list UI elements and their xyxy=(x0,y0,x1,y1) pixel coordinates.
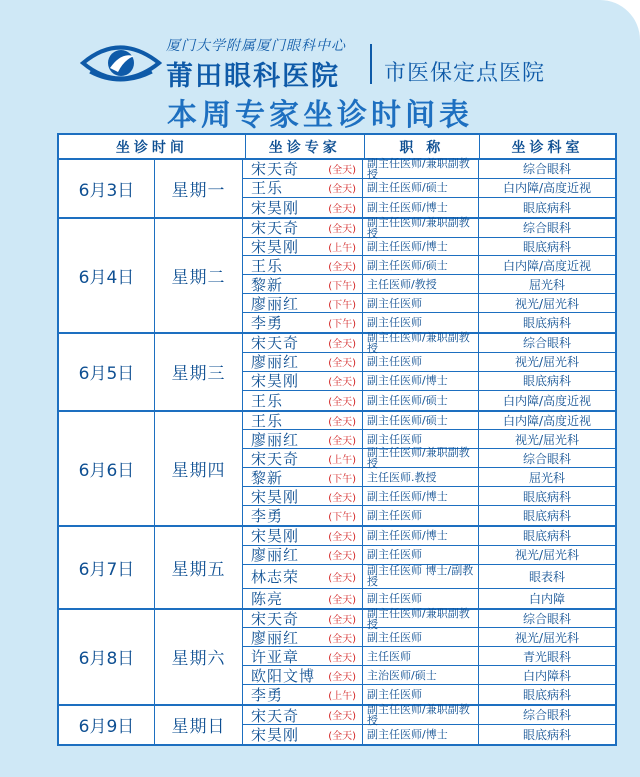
department: 屈光科 xyxy=(528,277,565,292)
session-time: (全天) xyxy=(328,492,356,504)
doctor-title: 副主任医师/博士 xyxy=(363,487,479,505)
department: 白内障/高度近视 xyxy=(502,258,592,273)
doctor-name: 李勇 xyxy=(251,314,284,333)
doctor-rows xyxy=(243,527,615,608)
table-row xyxy=(243,412,615,431)
doctor-cell xyxy=(243,294,363,312)
department: 眼底病科 xyxy=(522,374,571,389)
weekday-cell: 星期四 xyxy=(155,412,243,525)
weekday-cell: 星期五 xyxy=(155,527,243,608)
department: 眼底病科 xyxy=(522,240,571,254)
date-cell: 6月8日 xyxy=(59,610,155,704)
department: 眼底病科 xyxy=(522,316,571,331)
doctor-cell xyxy=(243,685,363,704)
table-row xyxy=(243,330,615,355)
table-row xyxy=(243,256,615,275)
doctor-title: 副主任医师/硕士 xyxy=(363,179,479,197)
doctor-title: 副主任医师/兼职副教授 xyxy=(363,449,479,467)
department: 综合眼科 xyxy=(522,336,571,351)
doctor-cell xyxy=(243,313,363,332)
department: 青光眼科 xyxy=(522,649,571,664)
department: 视光/屈光科 xyxy=(514,296,580,311)
doctor-cell xyxy=(243,628,363,646)
doctor-title: 副主任医师/博士 xyxy=(363,198,479,217)
doctor-name: 宋天奇 xyxy=(251,706,300,725)
doctor-cell xyxy=(243,275,363,293)
department: 白内障科 xyxy=(522,668,571,683)
page-title: 本周专家坐诊时间表 xyxy=(167,98,473,133)
date-cell: 6月9日 xyxy=(59,706,155,744)
doctor-rows xyxy=(243,606,615,705)
doctor-cell xyxy=(243,353,363,371)
eye-logo-icon xyxy=(80,38,162,88)
table-row xyxy=(243,647,615,666)
weekday-cell: 星期一 xyxy=(155,160,243,217)
table-row xyxy=(243,506,615,525)
doctor-name: 宋昊刚 xyxy=(251,372,300,391)
table-row xyxy=(243,156,615,181)
table-row xyxy=(243,589,615,608)
date-cell: 6月7日 xyxy=(59,527,155,608)
doctor-cell xyxy=(243,589,363,608)
day-group xyxy=(59,215,615,334)
doctor-cell xyxy=(243,160,363,178)
department: 综合眼科 xyxy=(522,612,571,627)
doctor-name: 王乐 xyxy=(251,179,284,198)
session-time: (全天) xyxy=(328,435,356,447)
table-row xyxy=(243,313,615,332)
doctor-rows xyxy=(243,412,615,525)
doctor-title: 副主任医师/博士 xyxy=(363,527,479,545)
doctor-name: 李勇 xyxy=(251,506,284,525)
col-title-header: 职 称 xyxy=(365,135,480,158)
doctor-name: 林志荣 xyxy=(251,567,300,586)
doctor-title: 副主任医师/硕士 xyxy=(363,256,479,274)
doctor-cell xyxy=(243,647,363,665)
table-row xyxy=(243,215,615,240)
doctor-title: 副主任医师 xyxy=(363,589,479,608)
department: 眼表科 xyxy=(528,569,565,584)
doctor-cell xyxy=(243,468,363,486)
hospital-name: 莆田眼科医院 xyxy=(166,61,340,92)
col-doctor-header: 坐诊专家 xyxy=(246,135,365,158)
doctor-title: 副主任医师/兼职副教授 xyxy=(363,610,479,628)
department: 眼底病科 xyxy=(522,688,571,703)
department: 眼底病科 xyxy=(522,727,571,742)
doctor-cell xyxy=(243,198,363,217)
table-row xyxy=(243,294,615,313)
divider xyxy=(370,44,372,84)
department: 视光/屈光科 xyxy=(514,432,580,447)
department: 视光/屈光科 xyxy=(514,548,580,563)
day-group xyxy=(59,330,615,412)
session-time: (全天) xyxy=(328,633,356,645)
day-group xyxy=(59,156,615,219)
doctor-title: 副主任医师 xyxy=(363,353,479,371)
session-time: (下午) xyxy=(328,319,356,331)
doctor-rows xyxy=(243,703,615,744)
session-time: (下午) xyxy=(328,473,356,485)
doctor-cell xyxy=(243,179,363,197)
doctor-rows xyxy=(243,330,615,410)
doctor-title: 副主任医师 博士/副教授 xyxy=(363,565,479,588)
date-cell: 6月4日 xyxy=(59,219,155,332)
table-row xyxy=(243,487,615,506)
doctor-cell xyxy=(243,565,363,588)
session-time: (全天) xyxy=(328,358,356,370)
department: 眼底病科 xyxy=(522,200,571,215)
session-time: (全天) xyxy=(328,572,356,584)
doctor-name: 宋昊刚 xyxy=(251,527,300,546)
session-time: (下午) xyxy=(328,299,356,311)
department: 屈光科 xyxy=(528,470,565,485)
doctor-cell xyxy=(243,487,363,505)
table-row xyxy=(243,685,615,704)
doctor-name: 欧阳文博 xyxy=(251,666,316,685)
day-group xyxy=(59,703,615,744)
doctor-name: 廖丽红 xyxy=(251,430,300,449)
doctor-title: 副主任医师/兼职副教授 xyxy=(363,219,479,237)
doctor-name: 宋昊刚 xyxy=(251,238,300,257)
doctor-cell xyxy=(243,238,363,256)
doctor-title: 副主任医师/硕士 xyxy=(363,412,479,430)
doctor-title: 副主任医师 xyxy=(363,685,479,704)
department: 综合眼科 xyxy=(522,162,571,177)
doctor-name: 宋天奇 xyxy=(251,160,300,179)
session-time: (全天) xyxy=(328,671,356,683)
doctor-title: 副主任医师 xyxy=(363,506,479,525)
doctor-name: 宋昊刚 xyxy=(251,198,300,217)
doctor-cell xyxy=(243,372,363,390)
department: 白内障 xyxy=(528,591,565,606)
doctor-name: 王乐 xyxy=(251,256,284,275)
session-time: (全天) xyxy=(328,261,356,273)
doctor-name: 黎新 xyxy=(251,275,284,294)
doctor-title: 副主任医师 xyxy=(363,313,479,332)
doctor-title: 副主任医师/兼职副教授 xyxy=(363,334,479,352)
doctor-title: 副主任医师/兼职副教授 xyxy=(363,706,479,724)
doctor-name: 宋天奇 xyxy=(251,610,300,629)
doctor-name: 王乐 xyxy=(251,391,284,410)
weekday-cell: 星期日 xyxy=(155,706,243,744)
doctor-rows xyxy=(243,215,615,333)
date-cell: 6月5日 xyxy=(59,334,155,410)
department: 综合眼科 xyxy=(522,451,571,466)
doctor-name: 宋天奇 xyxy=(251,219,300,238)
doctor-title: 副主任医师 xyxy=(363,628,479,646)
doctor-cell xyxy=(243,334,363,352)
department: 视光/屈光科 xyxy=(514,630,580,645)
table-header xyxy=(59,135,615,160)
table-row xyxy=(243,606,615,631)
doctor-name: 许亚章 xyxy=(251,647,300,666)
doctor-cell xyxy=(243,610,363,628)
date-cell: 6月6日 xyxy=(59,412,155,525)
table-row xyxy=(243,179,615,198)
doctor-title: 主任医师/教授 xyxy=(363,275,479,293)
session-time: (全天) xyxy=(328,339,356,351)
col-dept-header: 坐诊科室 xyxy=(511,139,584,156)
doctor-name: 廖丽红 xyxy=(251,294,300,313)
department: 综合眼科 xyxy=(522,221,571,236)
doctor-title: 副主任医师/博士 xyxy=(363,372,479,390)
doctor-cell xyxy=(243,449,363,467)
doctor-title: 副主任医师/兼职副教授 xyxy=(363,160,479,178)
doctor-name: 廖丽红 xyxy=(251,353,300,372)
doctor-cell xyxy=(243,527,363,545)
session-time: (全天) xyxy=(328,652,356,664)
school-name: 厦门大学附属厦门眼科中心 xyxy=(166,38,346,54)
table-row xyxy=(243,446,615,471)
table-row xyxy=(243,275,615,294)
doctor-title: 副主任医师 xyxy=(363,294,479,312)
department: 综合眼科 xyxy=(522,708,571,723)
schedule-table xyxy=(57,133,617,746)
session-time: (全天) xyxy=(328,594,356,606)
doctor-name: 李勇 xyxy=(251,686,284,705)
table-row xyxy=(243,198,615,217)
doctor-name: 陈亮 xyxy=(251,589,284,608)
table-row xyxy=(243,546,615,565)
date-cell: 6月3日 xyxy=(59,160,155,217)
session-time: (全天) xyxy=(328,396,356,408)
doctor-title: 主任医师 xyxy=(363,647,479,665)
doctor-cell xyxy=(243,219,363,237)
session-time: (上午) xyxy=(328,691,356,703)
doctor-cell xyxy=(243,725,363,744)
department: 视光/屈光科 xyxy=(514,355,580,370)
weekday-cell: 星期六 xyxy=(155,610,243,704)
doctor-name: 廖丽红 xyxy=(251,546,300,565)
doctor-name: 王乐 xyxy=(251,412,284,431)
table-row xyxy=(243,628,615,647)
session-time: (全天) xyxy=(328,224,356,236)
table-body xyxy=(59,156,615,744)
table-row xyxy=(243,238,615,257)
day-group xyxy=(59,606,615,706)
session-time: (全天) xyxy=(328,730,356,742)
header xyxy=(0,0,640,92)
session-time: (全天) xyxy=(328,165,356,177)
session-time: (全天) xyxy=(328,377,356,389)
doctor-name: 宋天奇 xyxy=(251,334,300,353)
doctor-title: 主任医师.教授 xyxy=(363,468,479,486)
table-row xyxy=(243,725,615,744)
doctor-name: 廖丽红 xyxy=(251,628,300,647)
insurance-tag: 市医保定点医院 xyxy=(384,61,546,86)
session-time: (全天) xyxy=(328,711,356,723)
session-time: (全天) xyxy=(328,203,356,215)
doctor-cell xyxy=(243,430,363,448)
department: 白内障/高度近视 xyxy=(502,393,592,408)
weekday-cell: 星期二 xyxy=(155,219,243,332)
table-row xyxy=(243,565,615,589)
doctor-name: 宋昊刚 xyxy=(251,725,300,744)
doctor-cell xyxy=(243,506,363,525)
department: 眼底病科 xyxy=(522,489,571,504)
doctor-title: 副主任医师/博士 xyxy=(363,725,479,744)
session-time: (全天) xyxy=(328,184,356,196)
session-time: (全天) xyxy=(328,532,356,544)
table-row xyxy=(243,372,615,391)
department: 白内障/高度近视 xyxy=(502,181,592,196)
day-group xyxy=(59,527,615,610)
doctor-cell xyxy=(243,666,363,684)
table-row xyxy=(243,666,615,685)
session-time: (下午) xyxy=(328,511,356,523)
doctor-title: 副主任医师/博士 xyxy=(363,238,479,256)
doctor-title: 副主任医师/硕士 xyxy=(363,391,479,410)
table-row xyxy=(243,468,615,487)
doctor-title: 副主任医师 xyxy=(363,430,479,448)
session-time: (全天) xyxy=(328,615,356,627)
session-time: (上午) xyxy=(328,454,356,466)
session-time: (全天) xyxy=(328,417,356,429)
doctor-cell xyxy=(243,546,363,564)
doctor-title: 主治医师/硕士 xyxy=(363,666,479,684)
table-row xyxy=(243,703,615,727)
doctor-cell xyxy=(243,256,363,274)
doctor-name: 宋昊刚 xyxy=(251,487,300,506)
doctor-title: 副主任医师 xyxy=(363,546,479,564)
table-row xyxy=(243,527,615,546)
doctor-name: 黎新 xyxy=(251,468,284,487)
weekday-cell: 星期三 xyxy=(155,334,243,410)
department: 眼底病科 xyxy=(522,529,571,544)
session-time: (全天) xyxy=(328,551,356,563)
doctor-cell xyxy=(243,391,363,410)
doctor-name: 宋天奇 xyxy=(251,449,300,468)
department: 白内障/高度近视 xyxy=(502,414,592,429)
department: 眼底病科 xyxy=(522,508,571,523)
session-time: (下午) xyxy=(328,280,356,292)
doctor-cell xyxy=(243,412,363,430)
table-row xyxy=(243,391,615,410)
col-time-header: 坐诊时间 xyxy=(59,135,246,158)
session-time: (上午) xyxy=(328,243,356,254)
table-row xyxy=(243,353,615,372)
doctor-rows xyxy=(243,156,615,217)
doctor-cell xyxy=(243,706,363,724)
day-group xyxy=(59,412,615,527)
